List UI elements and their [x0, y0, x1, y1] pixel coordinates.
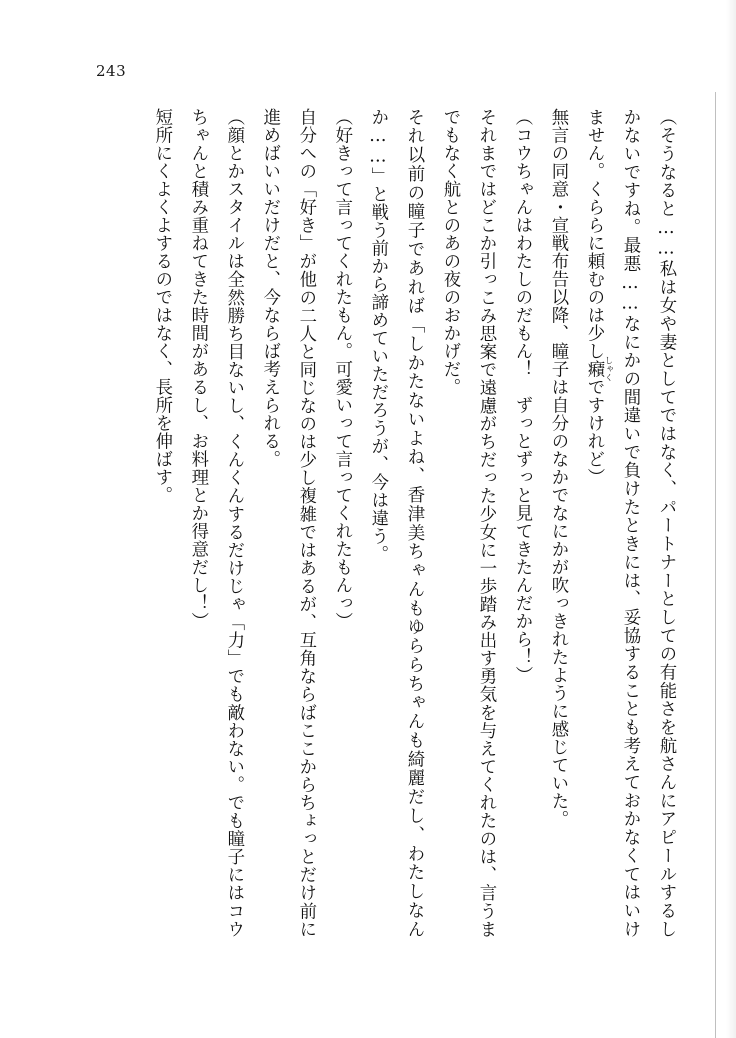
page-number: 243: [96, 62, 127, 80]
paragraph-4: それまではどこか引っこみ思案で遠慮がちだった少女に一歩踏み出す勇気を与えてくれたのは、言うまでもなく航とのあの夜のおかげだ。: [439, 108, 496, 938]
body-text-vertical: [84, 108, 684, 938]
paragraph-3: （コウちゃんはわたしのだもん！ ずっとずっと見てきたんだから！）: [511, 108, 532, 684]
paragraph-7: 自分への「好き」が他の二人と同じなのは少し複雑ではあるが、互角ならばここからちょっとだけ前に進めばいいだけだと、今ならば考えられる。: [259, 108, 316, 938]
paragraph-6: （好きって言ってくれたもん。可愛いって言ってくれたもんっ）: [331, 108, 352, 630]
paragraph-9: 短所にくよくよするのではなく、長所を伸ばす。: [151, 108, 172, 504]
scan-edge-shadow: [726, 0, 736, 1038]
paragraph-8: （顔とかスタイルは全然勝ち目ないし、くんくんするだけじゃ「力」でも敵わない。でも瞳子にはコウちゃんと積み重ねてきた時間があるし、お料理とか得意だし！）: [187, 108, 244, 938]
paragraph-5: それ以前の瞳子であれば「しかたないよね、香津美ちゃんもゆららちゃんも綺麗だし、わたしなんか……」と戦う前から諦めていただろうが、今は違う。: [367, 108, 424, 938]
ruby-annotation: 癪 しゃく: [583, 356, 613, 382]
paragraph-2: 無言の同意・宣戦布告以降、瞳子は自分のなかでなにかが吹っきれたように感じていた。: [547, 108, 568, 828]
scan-edge-line: [715, 92, 716, 1038]
paragraph-1: （そうなると……私は女や妻としてではなく、パートナーとしての有能さを航さんにアピールするしかないですね。最悪……なにかの間違いで負けたときには、妥協することも考えておかなくてはいけません。くららに頼むのは少し癪 しゃくですけれど）: [583, 108, 676, 938]
